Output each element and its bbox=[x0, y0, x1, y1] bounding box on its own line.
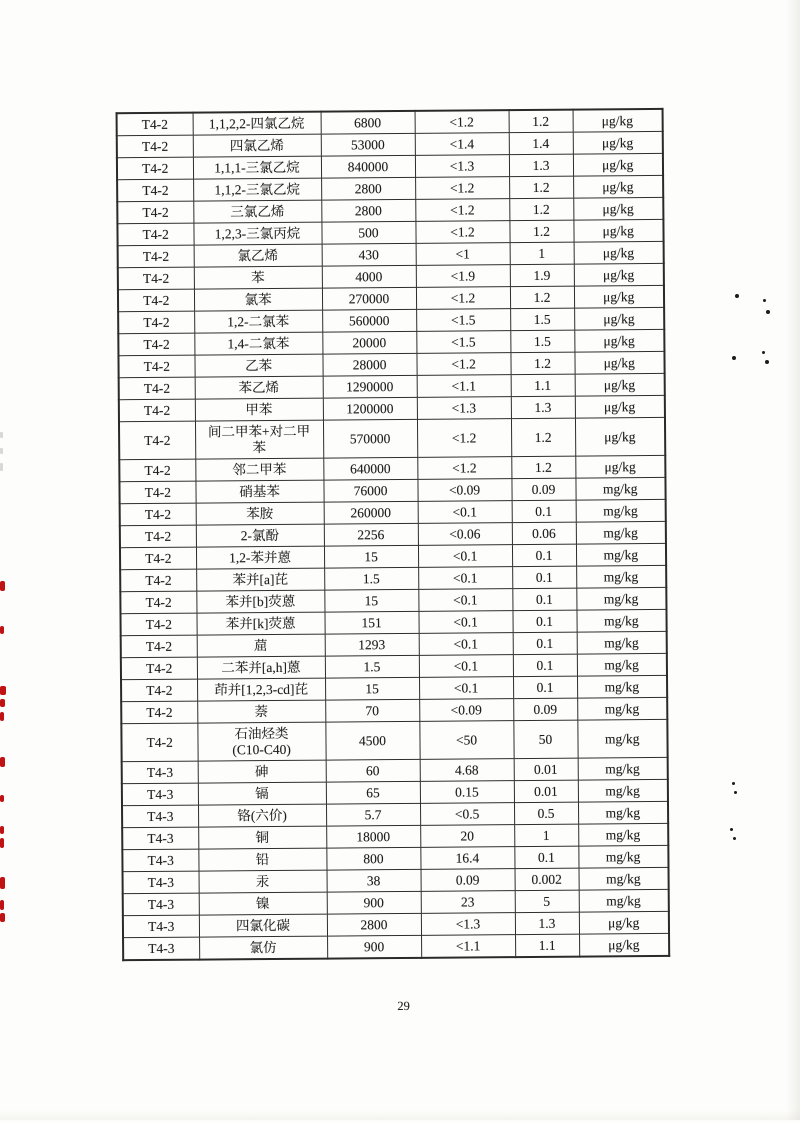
cell-analyte: 萘 bbox=[197, 700, 325, 723]
cell-analyte: 1,1,1-三氯乙烷 bbox=[193, 156, 321, 179]
cell-detection-limit: 1.4 bbox=[509, 132, 573, 155]
cell-detection-limit: 0.1 bbox=[512, 588, 576, 611]
cell-unit: μg/kg bbox=[575, 455, 665, 478]
cell-unit: μg/kg bbox=[579, 911, 669, 934]
cell-detection-limit: 1.2 bbox=[511, 456, 575, 479]
cell-detection-limit: 0.09 bbox=[513, 698, 577, 721]
cell-unit: μg/kg bbox=[573, 153, 663, 176]
cell-sample-id: T4-3 bbox=[122, 783, 198, 806]
cell-result: 23 bbox=[421, 891, 515, 914]
cell-detection-limit: 1.1 bbox=[515, 934, 579, 957]
scan-speckle bbox=[734, 791, 737, 794]
cell-unit: mg/kg bbox=[576, 565, 666, 588]
cell-unit: mg/kg bbox=[577, 675, 667, 698]
red-ink-mark bbox=[0, 913, 5, 922]
cell-sample-id: T4-2 bbox=[118, 333, 194, 356]
cell-detection-limit: 1.1 bbox=[511, 374, 575, 397]
cell-detection-limit: 0.1 bbox=[512, 566, 576, 589]
scan-speckle bbox=[762, 351, 765, 354]
cell-detection-limit: 1.9 bbox=[510, 264, 574, 287]
cell-analyte: 1,2-二氯苯 bbox=[194, 310, 322, 333]
cell-analyte: 铜 bbox=[198, 826, 326, 849]
cell-unit: μg/kg bbox=[573, 197, 663, 220]
cell-analyte: 1,2,3-三氯丙烷 bbox=[193, 222, 321, 245]
cell-result: <0.1 bbox=[419, 677, 513, 700]
cell-result: <1.2 bbox=[415, 177, 509, 200]
cell-result: <1.1 bbox=[421, 935, 515, 958]
cell-sample-id: T4-3 bbox=[122, 761, 198, 784]
cell-unit: mg/kg bbox=[576, 587, 666, 610]
cell-sample-id: T4-2 bbox=[118, 311, 194, 334]
cell-result: <1.2 bbox=[417, 457, 511, 480]
cell-result: <0.1 bbox=[418, 501, 512, 524]
cell-screening-value: 1290000 bbox=[323, 375, 417, 398]
cell-unit: mg/kg bbox=[579, 889, 669, 912]
cell-result: <0.5 bbox=[420, 803, 514, 826]
cell-analyte: 三氯乙烯 bbox=[193, 200, 321, 223]
cell-screening-value: 151 bbox=[324, 611, 418, 634]
cell-unit: mg/kg bbox=[578, 757, 668, 780]
red-ink-mark bbox=[0, 626, 4, 634]
cell-sample-id: T4-2 bbox=[117, 157, 193, 180]
cell-analyte: 氯苯 bbox=[194, 288, 322, 311]
cell-screening-value: 18000 bbox=[326, 825, 420, 848]
red-ink-mark bbox=[0, 686, 6, 695]
cell-screening-value: 15 bbox=[325, 677, 419, 700]
cell-sample-id: T4-2 bbox=[117, 201, 193, 224]
page-number: 29 bbox=[397, 998, 410, 1014]
cell-screening-value: 70 bbox=[325, 699, 419, 722]
cell-result: <0.1 bbox=[418, 589, 512, 612]
cell-detection-limit: 0.09 bbox=[511, 478, 575, 501]
cell-unit: mg/kg bbox=[578, 823, 668, 846]
cell-analyte: 砷 bbox=[198, 760, 326, 783]
cell-sample-id: T4-2 bbox=[120, 613, 196, 636]
cell-detection-limit: 0.002 bbox=[515, 868, 579, 891]
cell-screening-value: 53000 bbox=[321, 133, 415, 156]
cell-result: <1.9 bbox=[416, 265, 510, 288]
cell-detection-limit: 1 bbox=[510, 242, 574, 265]
cell-analyte: 四氯乙烯 bbox=[193, 134, 321, 157]
cell-analyte: 间二甲苯+对二甲 苯 bbox=[195, 420, 323, 459]
cell-unit: mg/kg bbox=[577, 697, 667, 720]
red-ink-mark bbox=[0, 795, 4, 802]
cell-detection-limit: 1.2 bbox=[509, 220, 573, 243]
cell-sample-id: T4-2 bbox=[119, 377, 195, 400]
cell-screening-value: 1200000 bbox=[323, 397, 417, 420]
cell-screening-value: 1.5 bbox=[325, 655, 419, 678]
cell-screening-value: 4000 bbox=[322, 265, 416, 288]
cell-screening-value: 2800 bbox=[321, 177, 415, 200]
scan-speckle bbox=[732, 356, 736, 360]
cell-sample-id: T4-3 bbox=[123, 915, 199, 938]
cell-unit: μg/kg bbox=[574, 351, 664, 374]
cell-detection-limit: 0.5 bbox=[514, 802, 578, 825]
scan-smudge bbox=[0, 448, 3, 454]
cell-screening-value: 15 bbox=[324, 589, 418, 612]
cell-analyte: 1,4-二氯苯 bbox=[194, 332, 322, 355]
scan-speckle bbox=[763, 299, 766, 302]
cell-analyte: 1,2-苯并蒽 bbox=[196, 546, 324, 569]
cell-result: <1.2 bbox=[416, 287, 510, 310]
cell-screening-value: 38 bbox=[327, 869, 421, 892]
cell-detection-limit: 1.2 bbox=[509, 198, 573, 221]
cell-analyte: 茚并[1,2,3-cd]芘 bbox=[197, 678, 325, 701]
table-row bbox=[119, 417, 665, 459]
red-ink-mark bbox=[0, 838, 4, 848]
cell-sample-id: T4-2 bbox=[121, 701, 197, 724]
cell-screening-value: 900 bbox=[327, 891, 421, 914]
cell-sample-id: T4-3 bbox=[123, 937, 199, 960]
cell-sample-id: T4-2 bbox=[121, 723, 197, 762]
cell-unit: μg/kg bbox=[574, 241, 664, 264]
cell-result: <0.1 bbox=[418, 567, 512, 590]
cell-result: <0.09 bbox=[417, 479, 511, 502]
cell-analyte: 石油烃类 (C10-C40) bbox=[197, 722, 325, 761]
cell-sample-id: T4-2 bbox=[118, 289, 194, 312]
cell-screening-value: 1293 bbox=[325, 633, 419, 656]
cell-result: <50 bbox=[419, 721, 513, 760]
cell-unit: mg/kg bbox=[578, 801, 668, 824]
cell-analyte: 1,1,2-三氯乙烷 bbox=[193, 178, 321, 201]
red-ink-mark bbox=[0, 712, 4, 721]
cell-result: <1.2 bbox=[416, 353, 510, 376]
cell-sample-id: T4-3 bbox=[123, 871, 199, 894]
cell-detection-limit: 1.2 bbox=[510, 286, 574, 309]
cell-sample-id: T4-2 bbox=[120, 591, 196, 614]
red-ink-mark bbox=[0, 757, 5, 767]
table-row bbox=[121, 719, 667, 761]
cell-detection-limit: 1.5 bbox=[510, 308, 574, 331]
cell-sample-id: T4-2 bbox=[119, 399, 195, 422]
cell-screening-value: 270000 bbox=[322, 287, 416, 310]
cell-analyte: 苯 bbox=[194, 266, 322, 289]
cell-screening-value: 5.7 bbox=[326, 803, 420, 826]
cell-analyte: 乙苯 bbox=[194, 354, 322, 377]
cell-screening-value: 76000 bbox=[323, 479, 417, 502]
cell-unit: μg/kg bbox=[579, 933, 669, 956]
table-row bbox=[123, 933, 669, 960]
cell-unit: mg/kg bbox=[579, 867, 669, 890]
cell-sample-id: T4-2 bbox=[121, 635, 197, 658]
cell-detection-limit: 0.1 bbox=[513, 632, 577, 655]
cell-result: 0.09 bbox=[421, 869, 515, 892]
cell-analyte: 苯乙烯 bbox=[195, 376, 323, 399]
cell-sample-id: T4-3 bbox=[122, 805, 198, 828]
cell-detection-limit: 50 bbox=[513, 720, 577, 759]
cell-screening-value: 560000 bbox=[322, 309, 416, 332]
scan-speckle bbox=[765, 360, 769, 364]
cell-detection-limit: 1.3 bbox=[509, 154, 573, 177]
cell-result: <1.1 bbox=[417, 375, 511, 398]
cell-detection-limit: 1 bbox=[514, 824, 578, 847]
cell-detection-limit: 5 bbox=[515, 890, 579, 913]
cell-screening-value: 840000 bbox=[321, 155, 415, 178]
cell-result: <1.2 bbox=[417, 419, 511, 458]
red-ink-mark bbox=[0, 877, 5, 889]
cell-sample-id: T4-2 bbox=[121, 657, 197, 680]
cell-screening-value: 1.5 bbox=[324, 567, 418, 590]
cell-screening-value: 640000 bbox=[323, 457, 417, 480]
cell-unit: mg/kg bbox=[578, 845, 668, 868]
cell-detection-limit: 0.01 bbox=[514, 780, 578, 803]
cell-unit: μg/kg bbox=[575, 395, 665, 418]
scan-speckle bbox=[766, 310, 770, 314]
cell-screening-value: 4500 bbox=[325, 721, 419, 760]
cell-unit: mg/kg bbox=[575, 477, 665, 500]
cell-detection-limit: 1.2 bbox=[509, 176, 573, 199]
cell-result: 4.68 bbox=[420, 759, 514, 782]
cell-unit: μg/kg bbox=[575, 373, 665, 396]
cell-screening-value: 2800 bbox=[327, 913, 421, 936]
cell-sample-id: T4-2 bbox=[119, 421, 195, 460]
cell-sample-id: T4-3 bbox=[123, 893, 199, 916]
cell-unit: mg/kg bbox=[576, 609, 666, 632]
cell-sample-id: T4-2 bbox=[117, 135, 193, 158]
cell-detection-limit: 1.2 bbox=[511, 418, 575, 457]
cell-screening-value: 430 bbox=[322, 243, 416, 266]
cell-analyte: 甲苯 bbox=[195, 398, 323, 421]
cell-screening-value: 60 bbox=[326, 759, 420, 782]
cell-sample-id: T4-2 bbox=[117, 223, 193, 246]
cell-detection-limit: 1.3 bbox=[515, 912, 579, 935]
cell-analyte: 氯仿 bbox=[199, 936, 327, 960]
scan-speckle bbox=[732, 782, 735, 785]
cell-detection-limit: 0.1 bbox=[512, 544, 576, 567]
red-ink-mark bbox=[0, 900, 4, 910]
cell-sample-id: T4-3 bbox=[122, 849, 198, 872]
cell-unit: μg/kg bbox=[573, 131, 663, 154]
cell-detection-limit: 0.06 bbox=[512, 522, 576, 545]
cell-analyte: 硝基苯 bbox=[195, 480, 323, 503]
scan-smudge bbox=[0, 463, 3, 471]
scan-speckle bbox=[735, 294, 739, 298]
cell-result: <1 bbox=[416, 243, 510, 266]
cell-result: <1.3 bbox=[421, 913, 515, 936]
cell-detection-limit: 0.1 bbox=[512, 500, 576, 523]
cell-sample-id: T4-2 bbox=[121, 679, 197, 702]
scan-speckle bbox=[733, 837, 736, 840]
lab-results-table bbox=[116, 108, 671, 961]
cell-screening-value: 570000 bbox=[323, 419, 417, 458]
scan-speckle bbox=[730, 828, 733, 831]
cell-unit: mg/kg bbox=[576, 543, 666, 566]
cell-unit: mg/kg bbox=[578, 779, 668, 802]
cell-sample-id: T4-2 bbox=[119, 459, 195, 482]
cell-analyte: 汞 bbox=[199, 870, 327, 893]
cell-result: <0.06 bbox=[418, 523, 512, 546]
cell-unit: μg/kg bbox=[573, 109, 663, 132]
cell-analyte: 镍 bbox=[199, 892, 327, 915]
cell-screening-value: 20000 bbox=[322, 331, 416, 354]
cell-sample-id: T4-2 bbox=[117, 113, 193, 136]
cell-result: <1.4 bbox=[415, 133, 509, 156]
cell-sample-id: T4-2 bbox=[120, 569, 196, 592]
cell-detection-limit: 1.2 bbox=[509, 110, 573, 133]
cell-analyte: 2-氯酚 bbox=[196, 524, 324, 547]
cell-result: <1.5 bbox=[416, 331, 510, 354]
cell-unit: mg/kg bbox=[577, 631, 667, 654]
cell-analyte: 四氯化碳 bbox=[199, 914, 327, 937]
cell-result: <1.3 bbox=[415, 155, 509, 178]
cell-result: <0.09 bbox=[419, 699, 513, 722]
cell-result: <1.2 bbox=[415, 221, 509, 244]
cell-screening-value: 2800 bbox=[321, 199, 415, 222]
cell-detection-limit: 1.5 bbox=[510, 330, 574, 353]
red-ink-mark bbox=[0, 826, 4, 834]
cell-unit: μg/kg bbox=[574, 307, 664, 330]
cell-unit: mg/kg bbox=[576, 499, 666, 522]
cell-unit: mg/kg bbox=[577, 653, 667, 676]
cell-detection-limit: 0.1 bbox=[512, 610, 576, 633]
cell-sample-id: T4-3 bbox=[122, 827, 198, 850]
cell-unit: μg/kg bbox=[575, 417, 665, 456]
cell-analyte: 䓛 bbox=[197, 634, 325, 657]
cell-result: 0.15 bbox=[420, 781, 514, 804]
cell-screening-value: 15 bbox=[324, 545, 418, 568]
cell-detection-limit: 1.3 bbox=[511, 396, 575, 419]
cell-result: <1.5 bbox=[416, 309, 510, 332]
cell-result: 20 bbox=[420, 825, 514, 848]
cell-analyte: 氯乙烯 bbox=[194, 244, 322, 267]
cell-analyte: 苯胺 bbox=[196, 502, 324, 525]
cell-sample-id: T4-2 bbox=[119, 481, 195, 504]
cell-sample-id: T4-2 bbox=[120, 503, 196, 526]
cell-analyte: 铬(六价) bbox=[198, 804, 326, 827]
cell-analyte: 二苯并[a,h]蒽 bbox=[197, 656, 325, 679]
cell-sample-id: T4-2 bbox=[118, 267, 194, 290]
cell-result: <1.2 bbox=[415, 199, 509, 222]
cell-sample-id: T4-2 bbox=[120, 547, 196, 570]
lab-results-table-body bbox=[117, 109, 670, 960]
cell-screening-value: 800 bbox=[326, 847, 420, 870]
cell-sample-id: T4-2 bbox=[118, 245, 194, 268]
cell-unit: mg/kg bbox=[577, 719, 667, 758]
cell-analyte: 1,1,2,2-四氯乙烷 bbox=[193, 112, 321, 136]
cell-analyte: 铅 bbox=[198, 848, 326, 871]
cell-screening-value: 6800 bbox=[321, 111, 415, 134]
cell-detection-limit: 0.1 bbox=[513, 654, 577, 677]
cell-screening-value: 65 bbox=[326, 781, 420, 804]
cell-screening-value: 260000 bbox=[324, 501, 418, 524]
cell-detection-limit: 0.1 bbox=[514, 846, 578, 869]
cell-unit: mg/kg bbox=[576, 521, 666, 544]
red-ink-mark bbox=[0, 581, 5, 591]
cell-result: <1.2 bbox=[415, 110, 509, 133]
cell-analyte: 镉 bbox=[198, 782, 326, 805]
cell-result: <0.1 bbox=[419, 633, 513, 656]
cell-unit: μg/kg bbox=[573, 175, 663, 198]
cell-result: 16.4 bbox=[420, 847, 514, 870]
cell-screening-value: 2256 bbox=[324, 523, 418, 546]
cell-sample-id: T4-2 bbox=[120, 525, 196, 548]
cell-detection-limit: 0.01 bbox=[514, 758, 578, 781]
cell-result: <0.1 bbox=[418, 545, 512, 568]
cell-result: <1.3 bbox=[417, 397, 511, 420]
cell-result: <0.1 bbox=[419, 655, 513, 678]
cell-result: <0.1 bbox=[418, 611, 512, 634]
cell-analyte: 苯并[b]荧蒽 bbox=[196, 590, 324, 613]
cell-unit: μg/kg bbox=[573, 219, 663, 242]
scan-smudge bbox=[0, 432, 3, 438]
cell-screening-value: 28000 bbox=[322, 353, 416, 376]
cell-sample-id: T4-2 bbox=[117, 179, 193, 202]
cell-unit: μg/kg bbox=[574, 329, 664, 352]
cell-unit: μg/kg bbox=[574, 285, 664, 308]
cell-sample-id: T4-2 bbox=[118, 355, 194, 378]
cell-detection-limit: 1.2 bbox=[510, 352, 574, 375]
cell-screening-value: 500 bbox=[321, 221, 415, 244]
cell-analyte: 苯并[k]荧蒽 bbox=[196, 612, 324, 635]
red-ink-mark bbox=[0, 699, 5, 707]
cell-analyte: 邻二甲苯 bbox=[195, 458, 323, 481]
cell-unit: μg/kg bbox=[574, 263, 664, 286]
cell-analyte: 苯并[a]芘 bbox=[196, 568, 324, 591]
cell-screening-value: 900 bbox=[327, 935, 421, 958]
cell-detection-limit: 0.1 bbox=[513, 676, 577, 699]
